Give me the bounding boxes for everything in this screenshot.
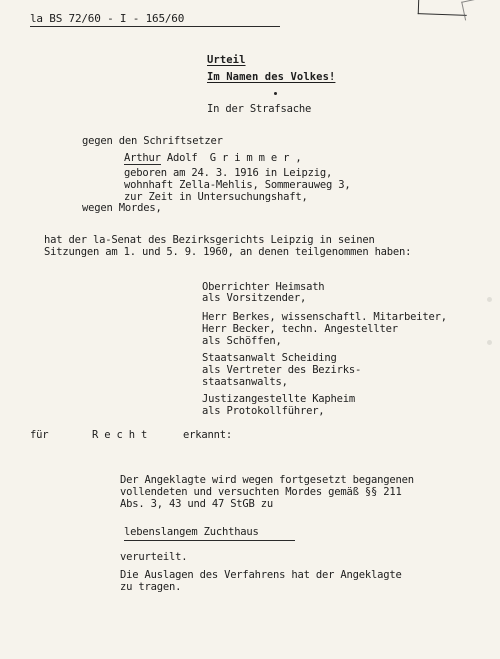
verdict-word: R e c h t [92, 429, 148, 441]
binder-hole-icon [487, 297, 492, 302]
case-type: In der Strafsache [207, 103, 312, 115]
birth-details: geboren am 24. 3. 1916 in Leipzig, [124, 167, 333, 179]
verdict-suffix: erkannt: [183, 429, 232, 441]
participant-2: als Vorsitzender, [202, 292, 307, 304]
detention-status: zur Zeit in Untersuchungshaft, [124, 191, 308, 203]
pencil-mark-icon [461, 0, 481, 20]
sentence-line-3: Abs. 3, 43 und 47 StGB zu [120, 498, 274, 510]
separator-dot [274, 92, 277, 95]
case-reference: la BS 72/60 - I - 165/60 [30, 12, 185, 25]
participant-10: als Protokollführer, [202, 405, 325, 417]
participant-4: Herr Becker, techn. Angestellter [202, 323, 398, 335]
sentence-penalty: lebenslangem Zuchthaus [124, 526, 259, 538]
penalty-underline [124, 540, 295, 541]
against-line: gegen den Schriftsetzer [82, 135, 223, 147]
charge-line: wegen Mordes, [82, 202, 162, 214]
sentence-line-1: Der Angeklagte wird wegen fortgesetzt begangenen [120, 474, 414, 486]
participant-9: Justizangestellte Kapheim [202, 393, 356, 405]
document-heading: Urteil [207, 54, 246, 66]
heading-subtitle: Im Namen des Volkes! [207, 71, 336, 83]
costs-line-2: zu tragen. [120, 581, 182, 593]
participant-6: Staatsanwalt Scheiding [202, 352, 337, 364]
participant-7: als Vertreter des Bezirks- [202, 364, 362, 376]
reference-underline [30, 26, 280, 27]
sentence-line-4: verurteilt. [120, 551, 188, 563]
participant-3: Herr Berkes, wissenschaftl. Mitarbeiter, [202, 311, 447, 323]
binder-hole-icon [487, 340, 492, 345]
sentence-line-2: vollendeten und versuchten Mordes gemäß §§ 211 [120, 486, 402, 498]
defendant-name-underline [124, 164, 161, 165]
court-line-2: Sitzungen am 1. und 5. 9. 1960, an denen teilgenommen haben: [44, 246, 412, 258]
defendant-name: Arthur Adolf G r i m m e r , [124, 152, 302, 164]
costs-line-1: Die Auslagen des Verfahrens hat der Angeklagte [120, 569, 402, 581]
verdict-prefix: für [30, 429, 49, 441]
court-line-1: hat der la-Senat des Bezirksgerichts Leipzig in seinen [44, 234, 375, 246]
residence-details: wohnhaft Zella-Mehlis, Sommerauweg 3, [124, 179, 351, 191]
participant-5: als Schöffen, [202, 335, 282, 347]
stamp-box [418, 0, 468, 16]
participant-1: Oberrichter Heimsath [202, 281, 325, 293]
participant-8: staatsanwalts, [202, 376, 288, 388]
